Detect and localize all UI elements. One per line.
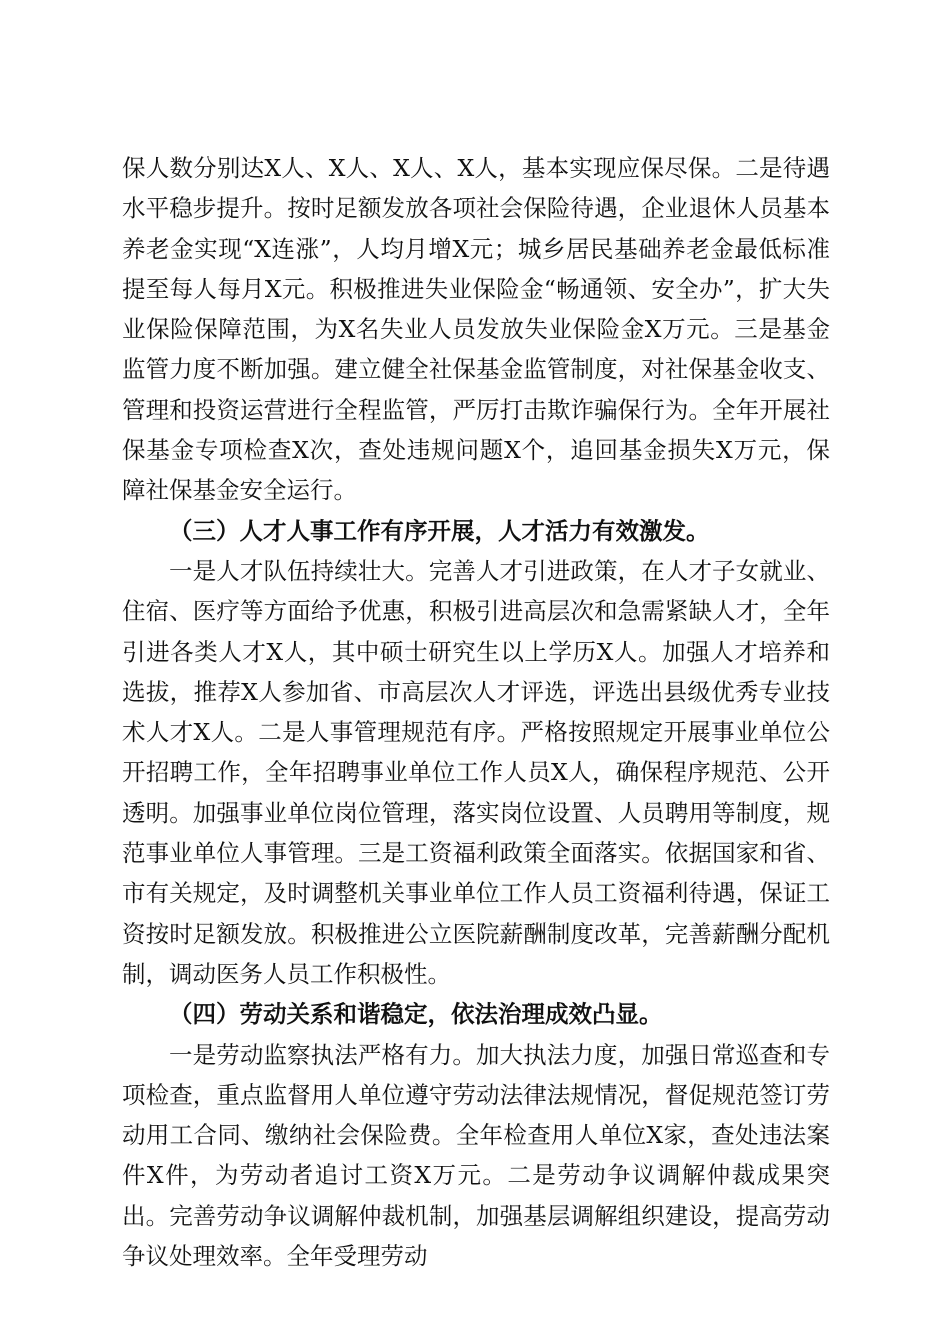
paragraph-labor: 一是劳动监察执法严格有力。加大执法力度，加强日常巡查和专项检查，重点监督用人单位遵守劳动法律法规情况，督促规范签订劳动用工合同、缴纳社会保险费。全年检查用人单位X家，查处违法案件X件，为劳动者追讨工资X万元。二是劳动争议调解仲裁成果突出。完善劳动争议调解仲裁机制，加强基层调解组织建设，提高劳动争议处理效率。全年受理劳动 [122, 1040, 830, 1271]
document-body [122, 148, 830, 1276]
paragraph-talent: 一是人才队伍持续壮大。完善人才引进政策，在人才子女就业、住宿、医疗等方面给予优惠，积极引进高层次和急需紧缺人才，全年引进各类人才X人，其中硕士研究生以上学历X人。加强人才培养和选拔，推荐X人参加省、市高层次人才评选，评选出县级优秀专业技术人才X人。二是人事管理规范有序。严格按照规定开展事业单位公开招聘工作，全年招聘事业单位工作人员X人，确保程序规范、公开透明。加强事业单位岗位管理，落实岗位设置、人员聘用等制度，规范事业单位人事管理。三是工资福利政策全面落实。依据国家和省、市有关规定，及时调整机关事业单位工作人员工资福利待遇，保证工资按时足额发放。积极推进公立医院薪酬制度改革，完善薪酬分配机制，调动医务人员工作积极性。 [122, 556, 830, 988]
section-heading-talent: （三）人才人事工作有序开展，人才活力有效激发。 [169, 516, 710, 545]
section-heading-labor: （四）劳动关系和谐稳定，依法治理成效凸显。 [169, 1000, 663, 1029]
paragraph-social-security: 保人数分别达X人、X人、X人、X人，基本实现应保尽保。二是待遇水平稳步提升。按时足额发放各项社会保险待遇，企业退休人员基本养老金实现“X连涨”，人均月增X元；城乡居民基础养老金最低标准提至每人每月X元。积极推进失业保险金“畅通领、安全办”，扩大失业保险保障范围，为X名失业人员发放失业保险金X万元。三是基金监管力度不断加强。建立健全社保基金监管制度，对社保基金收支、管理和投资运营进行全程监管，严厉打击欺诈骗保行为。全年开展社保基金专项检查X次，查处违规问题X个，追回基金损失X万元，保障社保基金安全运行。 [122, 154, 830, 505]
